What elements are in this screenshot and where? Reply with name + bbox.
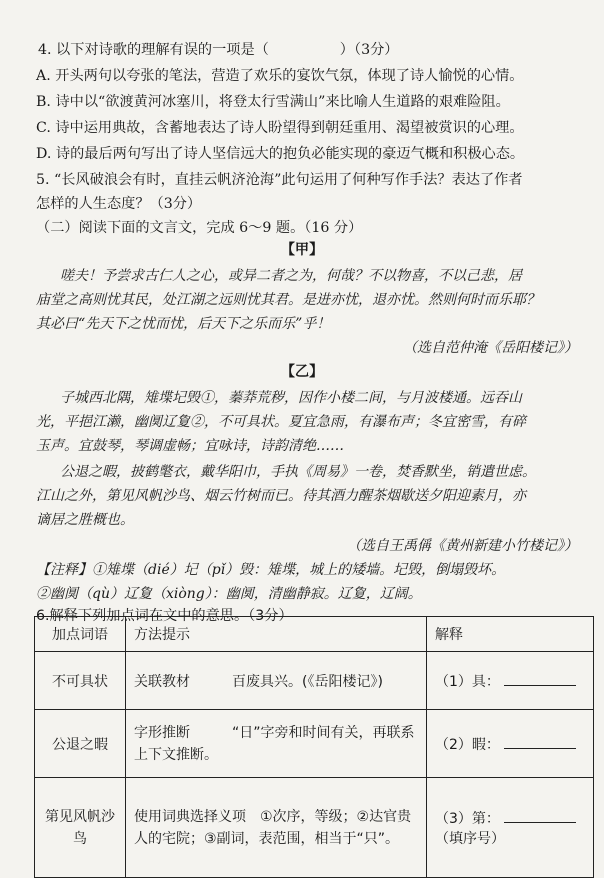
section-heading: （二）阅读下面的文言文，完成 6～9 题。（16 分） xyxy=(36,220,363,236)
answer-blank[interactable] xyxy=(504,734,576,749)
yi-para-3: 玉声。宜鼓琴，琴调虚畅；宜咏诗，诗韵清绝…… xyxy=(36,438,344,454)
yi-para-5: 江山之外，第见风帆沙鸟、烟云竹树而已。待其酒力醒茶烟歇送夕阳迎素月，亦 xyxy=(36,488,526,504)
yi-para-4: 公退之暇，披鹤氅衣，戴华阳巾，手执《周易》一卷，焚香默坐，销遣世虑。 xyxy=(60,464,536,480)
q5-line1: 5. “长风破浪会有时，直挂云帆济沧海”此句运用了何种写作手法？表达了作者 xyxy=(36,172,523,188)
header-word: 加点词语 xyxy=(35,617,126,652)
answer-blank[interactable] xyxy=(504,808,576,823)
row-word: 第见风帆沙鸟 xyxy=(35,778,126,878)
q4-option-a: A. 开头两句以夸张的笔法，营造了欢乐的宴饮气氛，体现了诗人愉悦的心情。 xyxy=(36,68,524,84)
q4-stem: 4. 以下对诗歌的理解有误的一项是（ ）（3分） xyxy=(38,42,399,58)
q6-table xyxy=(34,616,594,878)
table-row xyxy=(35,652,594,710)
yi-source: （选自王禹偁《黄州新建小竹楼记》） xyxy=(347,538,578,554)
answer-label: （2）暇： xyxy=(435,736,500,753)
row-answer[interactable] xyxy=(427,710,594,778)
q6-stem: 6.解释下列加点词在文中的意思。（3分） xyxy=(36,608,293,624)
table-row xyxy=(35,710,594,778)
q5-line2: 怎样的人生态度？（3分） xyxy=(36,196,202,212)
table-row xyxy=(35,778,594,878)
q4-option-d: D. 诗的最后两句写出了诗人坚信远大的抱负必能实现的豪迈气概和积极心态。 xyxy=(36,146,525,162)
answer-label: （1）具： xyxy=(435,673,500,690)
row-hint: 字形推断 “日”字旁和时间有关，再联系上下文推断。 xyxy=(126,710,427,778)
answer-blank[interactable] xyxy=(504,671,576,686)
jia-source: （选自范仲淹《岳阳楼记》） xyxy=(403,340,578,356)
row-answer[interactable] xyxy=(427,778,594,878)
notes-line-2: ②幽阒（qù）辽夐（xiòng）：幽阒，清幽静寂。辽夐，辽阔。 xyxy=(36,586,422,602)
jia-para-1: 嗟夫！予尝求古仁人之心，或异二者之为，何哉？不以物喜，不以己悲，居 xyxy=(60,268,522,284)
yi-para-1: 子城西北隅，雉堞圮毁①，蓁莽荒秽，因作小楼二间，与月波楼通。远吞山 xyxy=(60,390,522,406)
row-hint: 使用词典选择义项 ①次序，等级；②达官贵人的宅院；③副词，表范围，相当于“只”。 xyxy=(126,778,427,878)
row-word: 公退之暇 xyxy=(35,710,126,778)
jia-para-2: 庙堂之高则忧其民，处江湖之远则忧其君。是进亦忧，退亦忧。然则何时而乐耶？ xyxy=(36,292,540,308)
table-header-row xyxy=(35,617,594,652)
row-answer[interactable] xyxy=(427,652,594,710)
notes-line-1: 【注释】①雉堞（dié）圮（pǐ）毁：雉堞，城上的矮墙。圮毁，倒塌毁坏。 xyxy=(36,562,506,578)
q4-option-b: B. 诗中以“欲渡黄河冰塞川，将登太行雪满山”来比喻人生道路的艰难险阻。 xyxy=(36,94,510,110)
header-hint: 方法提示 xyxy=(126,617,427,652)
header-answer: 解释 xyxy=(427,617,594,652)
jia-title: 【甲】 xyxy=(280,242,324,258)
yi-para-2: 光，平挹江濑，幽阒辽夐②，不可具状。夏宜急雨，有瀑布声；冬宜密雪，有碎 xyxy=(36,414,526,430)
row-word: 不可具状 xyxy=(35,652,126,710)
yi-para-6: 谪居之胜概也。 xyxy=(36,512,134,528)
jia-para-3: 其必曰“先天下之忧而忧，后天下之乐而乐”乎！ xyxy=(36,316,331,332)
answer-note: （填序号） xyxy=(435,830,505,847)
q4-option-c: C. 诗中运用典故，含蓄地表达了诗人盼望得到朝廷重用、渴望被赏识的心理。 xyxy=(36,120,524,136)
row-hint: 关联教材 百废具兴。(《岳阳楼记》) xyxy=(126,652,427,710)
answer-label: （3）第： xyxy=(435,810,500,827)
yi-title: 【乙】 xyxy=(280,364,324,380)
